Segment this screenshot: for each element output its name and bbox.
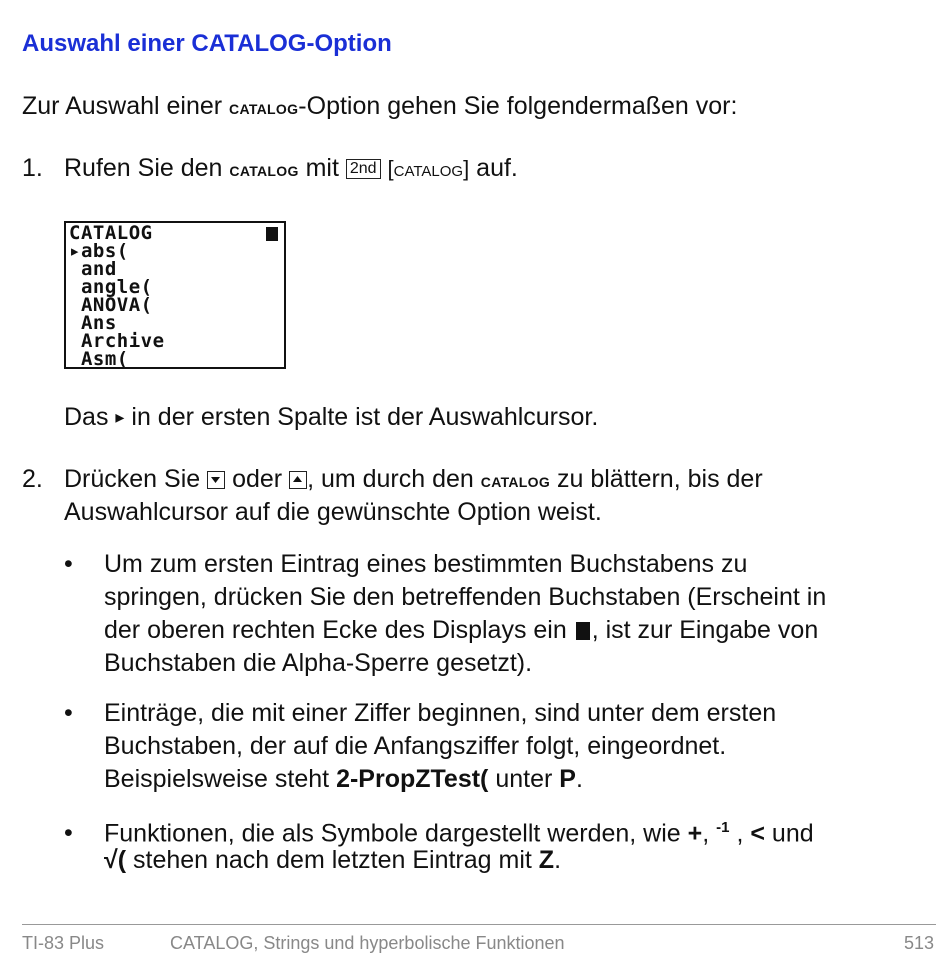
up-arrow-key-icon — [289, 471, 307, 489]
footer-page-number: 513 — [903, 933, 934, 953]
bullet-2-line-3 — [104, 763, 583, 796]
calculator-screen — [64, 221, 286, 369]
separator: , — [729, 819, 751, 848]
step-1-text-mid: mit — [298, 154, 346, 182]
bullet-1-line-3a: der oberen rechten Ecke des Displays ein — [104, 616, 574, 644]
2nd-key-icon: 2nd — [346, 159, 381, 179]
screen-line: Ans — [69, 312, 117, 334]
bullet-2-line-3e: . — [575, 765, 583, 793]
down-arrow-key-icon — [207, 471, 225, 489]
bullet-3-line-1b: und — [764, 819, 814, 848]
step-2 — [22, 463, 763, 498]
selection-cursor-icon: ▸ — [115, 407, 125, 427]
bullet-3-line-1a: Funktionen, die als Symbole dargestellt werden, wie — [104, 819, 688, 848]
catalog-keyword: catalog — [480, 470, 551, 492]
intro-text-pre: Zur Auswahl einer — [22, 92, 230, 120]
bullet-icon: • — [64, 699, 73, 727]
sqrt-symbol: √( — [104, 846, 127, 874]
plus-symbol: + — [687, 819, 703, 848]
bullet-2-line-2: Buchstaben, der auf die Anfangsziffer folgt, eingeordnet. — [104, 732, 727, 760]
bullet-3-line-2a: stehen nach dem letzten Eintrag mit — [126, 846, 539, 874]
step-2-text-pre: Drücken Sie — [64, 465, 208, 493]
letter-z: Z — [538, 846, 555, 874]
bullet-2-line-3c: unter — [488, 765, 560, 793]
screen-line: angle( — [69, 276, 153, 298]
letter-p: P — [559, 765, 576, 793]
bullet-1-line-1: Um zum ersten Eintrag eines bestimmten Buchstabens zu — [104, 550, 748, 578]
separator: , — [702, 819, 717, 848]
step-1 — [22, 152, 518, 187]
cursor-note-post: in der ersten Spalte ist der Auswahlcursor. — [124, 403, 599, 431]
screen-line: and — [69, 258, 117, 280]
step-1-text-post: auf. — [469, 154, 518, 182]
screen-line: ▸abs( — [69, 240, 129, 262]
bullet-icon: • — [64, 550, 73, 578]
bullet-1 — [64, 548, 747, 581]
catalog-keyword: catalog — [229, 97, 299, 119]
step-2-line-2: Auswahlcursor auf die gewünschte Option weist. — [64, 498, 602, 526]
footer-divider — [22, 924, 936, 925]
screen-line: Archive — [69, 330, 165, 352]
intro-text-post: -Option gehen Sie folgendermaßen vor: — [298, 92, 738, 120]
inverse-symbol: -1 — [716, 819, 730, 836]
bullet-3-line-2b: . — [554, 846, 562, 874]
intro-paragraph — [22, 90, 737, 125]
page-heading: Auswahl einer CATALOG-Option — [22, 30, 392, 57]
bullet-1-line-3 — [104, 614, 818, 647]
bullet-1-line-3b: , ist zur Eingabe von — [591, 616, 819, 644]
bullet-2-line-1: Einträge, die mit einer Ziffer beginnen, sind unter dem ersten — [104, 699, 777, 727]
alpha-lock-icon — [266, 227, 278, 241]
bullet-1-line-4: Buchstaben die Alpha-Sperre gesetzt). — [104, 649, 533, 677]
footer-product: TI-83 Plus — [22, 933, 105, 953]
step-1-text-pre: Rufen Sie den — [64, 154, 230, 182]
bullet-2 — [64, 697, 776, 730]
step-2-text-mid: oder — [225, 465, 290, 493]
cursor-note — [64, 401, 598, 434]
alpha-lock-icon — [576, 622, 590, 640]
step-number: 2. — [22, 465, 43, 493]
bullet-3-line-2 — [104, 844, 561, 877]
catalog-key-label: [catalog] — [387, 156, 470, 181]
step-number: 1. — [22, 154, 43, 182]
step-2-text-post: zu blättern, bis der — [550, 465, 763, 493]
cursor-note-pre: Das — [64, 403, 116, 431]
screen-line: CATALOG — [69, 222, 153, 244]
screen-line: Asm( — [69, 348, 129, 370]
bullet-icon: • — [64, 819, 73, 848]
catalog-keyword: catalog — [229, 159, 299, 181]
less-than-symbol: < — [750, 819, 765, 848]
bullet-2-line-3a: Beispielsweise steht — [104, 765, 337, 793]
screen-line: ANOVA( — [69, 294, 153, 316]
step-2-text-mid2: , um durch den — [307, 465, 481, 493]
bullet-1-line-2: springen, drücken Sie den betreffenden Buchstaben (Erscheint in — [104, 583, 827, 611]
footer-chapter: CATALOG, Strings und hyperbolische Funktionen — [170, 933, 565, 953]
function-name: 2-PropZTest( — [336, 765, 489, 793]
